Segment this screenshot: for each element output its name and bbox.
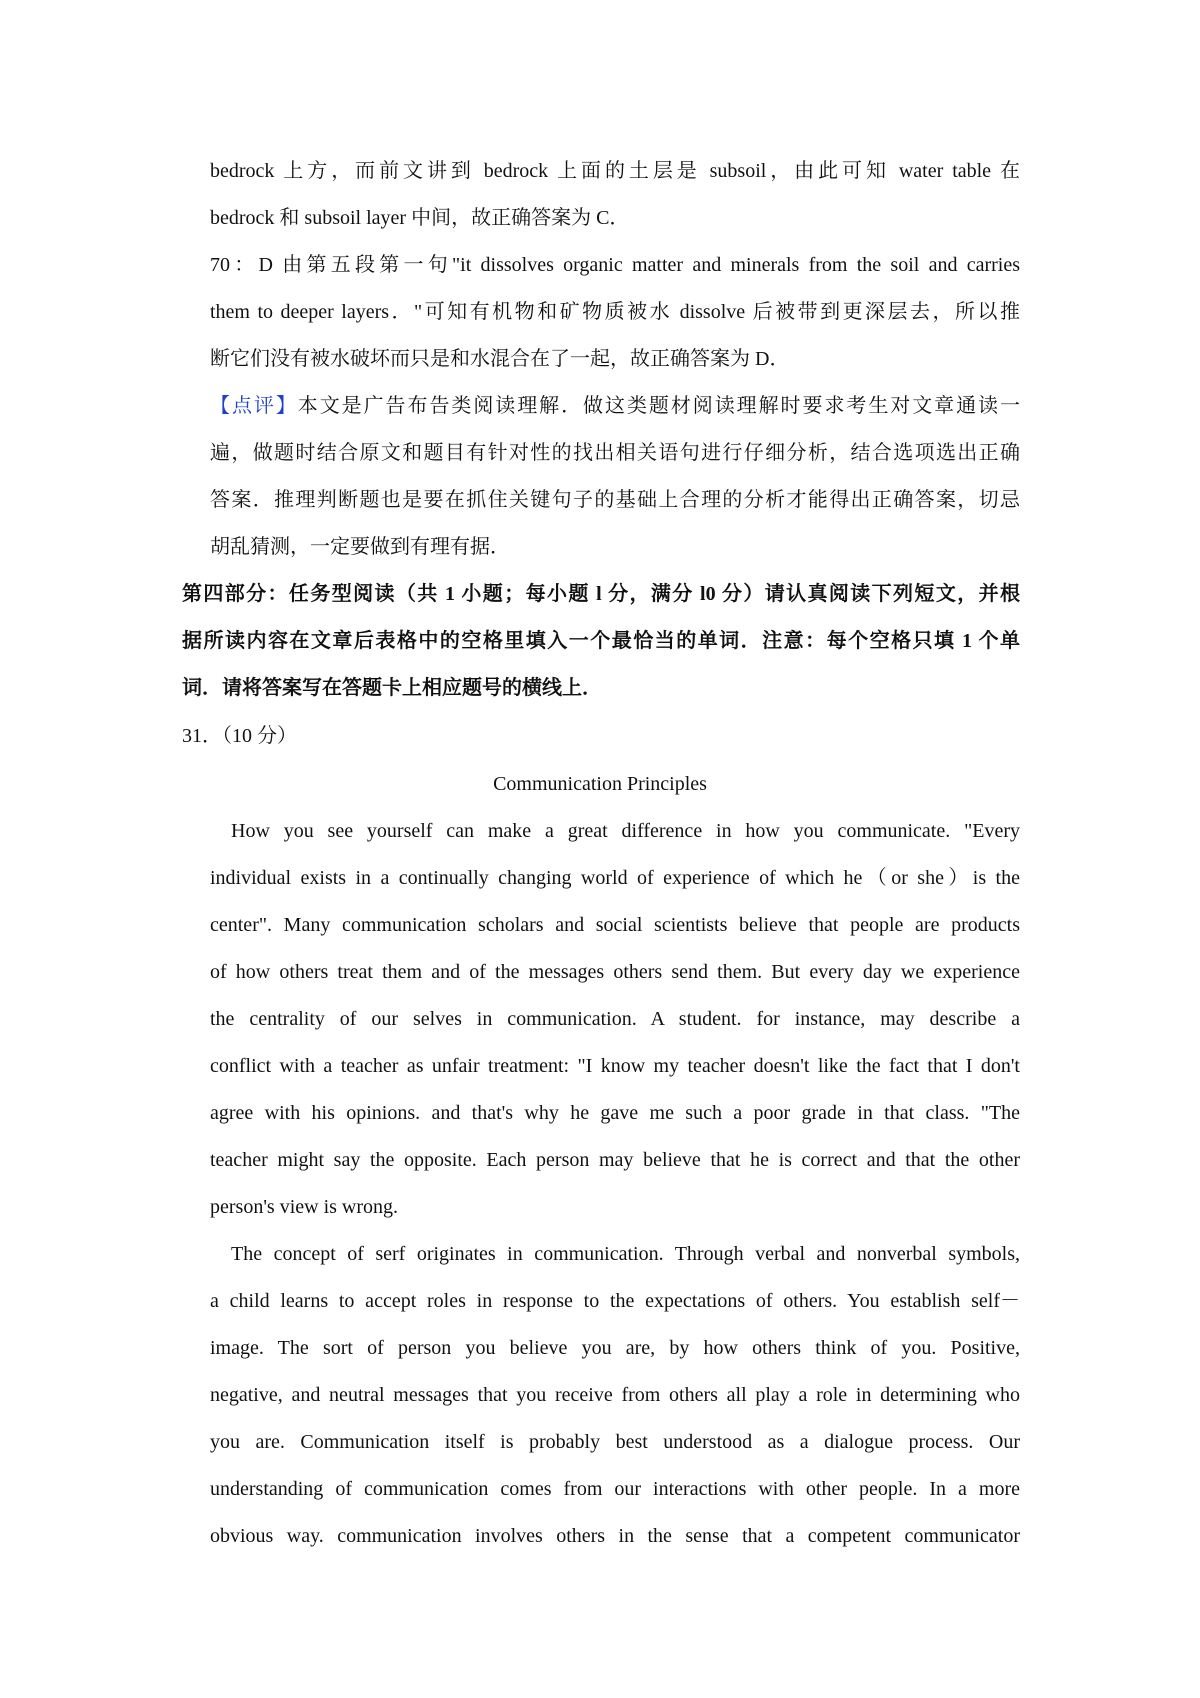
passage-line: you are. Communication itself is probably best understood as a dialogue process. Our: [210, 1431, 1020, 1453]
passage-line: the centrality of our selves in communication. A student. for instance, may describe a: [210, 1008, 1020, 1030]
explanation-line: bedrock 上方，而前文讲到 bedrock 上面的土层是 subsoil，由此可知 water table 在: [210, 160, 1020, 182]
comment-line: 答案．推理判断题也是要在抓住关键句子的基础上合理的分析才能得出正确答案，切忌: [210, 489, 1020, 511]
passage-line: obvious way. communication involves others in the sense that a competent communicator: [210, 1525, 1020, 1547]
passage-line: negative, and neutral messages that you receive from others all play a role in determining who: [210, 1384, 1020, 1406]
passage-title: Communication Principles: [493, 773, 707, 795]
passage-line: person's view is wrong.: [210, 1196, 399, 1218]
explanation-line: bedrock 和 subsoil layer 中间，故正确答案为 C．: [210, 207, 630, 229]
passage-line: The concept of serf originates in communication. Through verbal and nonverbal symbols,: [231, 1243, 1020, 1265]
section-instruction-line: 据所读内容在文章后表格中的空格里填入一个最恰当的单词．注意：每个空格只填 1 个单: [182, 630, 1020, 652]
section-instruction-line: 词．请将答案写在答题卡上相应题号的横线上．: [182, 677, 602, 699]
explanation-line: them to deeper layers．"可知有机物和矿物质被水 dissolve 后被带到更深层去，所以推: [210, 301, 1020, 323]
comment-first-line: [210, 393, 1020, 419]
passage-line: of how others treat them and of the messages others send them. But every day we experience: [210, 961, 1020, 983]
passage-line: agree with his opinions. and that's why he gave me such a poor grade in that class. "The: [210, 1102, 1020, 1124]
passage-line: a child learns to accept roles in response to the expectations of others. You establish self－: [210, 1290, 1020, 1312]
passage-line: understanding of communication comes from our interactions with other people. In a more: [210, 1478, 1020, 1500]
explanation-line: 70：D 由第五段第一句"it dissolves organic matter and minerals from the soil and carries: [210, 254, 1020, 276]
comment-tag: 【点评】: [210, 395, 298, 417]
comment-line: 胡乱猜测，一定要做到有理有据．: [210, 536, 510, 558]
passage-line: center". Many communication scholars and social scientists believe that people are products: [210, 914, 1020, 936]
explanation-line: 断它们没有被水破坏而只是和水混合在了一起，故正确答案为 D．: [210, 348, 790, 370]
comment-text: 本文是广告布告类阅读理解．做这类题材阅读理解时要求考生对文章通读一: [297, 395, 1020, 417]
comment-line: 遍，做题时结合原文和题目有针对性的找出相关语句进行仔细分析，结合选项选出正确: [210, 442, 1020, 464]
section-instruction-line: 第四部分：任务型阅读（共 1 小题；每小题 l 分，满分 l0 分）请认真阅读下列短文，并根: [182, 583, 1020, 605]
passage-line: individual exists in a continually changing world of experience of which he（or she）is the: [210, 867, 1020, 889]
passage-line: teacher might say the opposite. Each person may believe that he is correct and that the other: [210, 1149, 1020, 1171]
passage-line: How you see yourself can make a great difference in how you communicate. "Every: [231, 820, 1020, 842]
passage-line: image. The sort of person you believe you are, by how others think of you. Positive,: [210, 1337, 1020, 1359]
passage-line: conflict with a teacher as unfair treatment: "I know my teacher doesn't like the fact that I don't: [210, 1055, 1020, 1077]
question-number: 31．（10 分）: [182, 725, 297, 747]
